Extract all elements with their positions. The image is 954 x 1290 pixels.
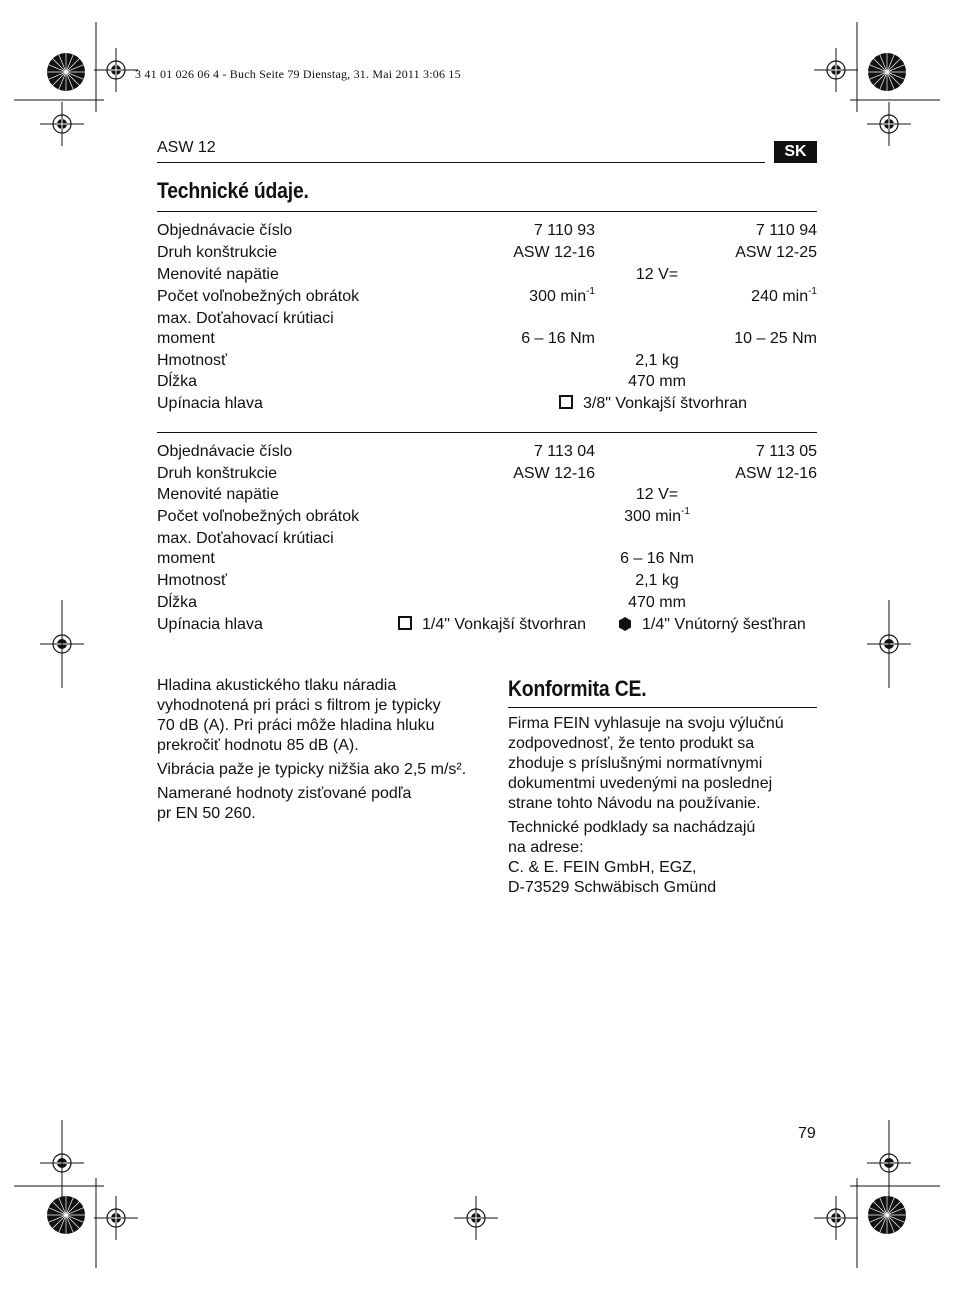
speed-label: Počet voľnobežných obrátok — [157, 288, 360, 305]
table-row — [157, 508, 817, 530]
measure-line: Namerané hodnoty zisťované podľa — [157, 785, 412, 802]
voltage-value: 12 V= — [635, 266, 679, 283]
noise-line: Hladina akustického tlaku náradia — [157, 677, 397, 694]
chuck-label: Upínacia hlava — [157, 395, 263, 412]
speed-unit-sup: -1 — [681, 506, 690, 517]
table-row — [157, 330, 817, 352]
ce-title-rule — [508, 707, 817, 708]
weight-label: Hmotnosť — [157, 572, 228, 589]
type-a: ASW 12-16 — [513, 465, 595, 482]
crosshair-icon — [94, 48, 138, 92]
weight-value: 2,1 kg — [635, 352, 679, 369]
registration-star-icon — [47, 1196, 85, 1234]
crosshair-icon — [40, 102, 84, 146]
ce-line: na adrese: — [508, 839, 584, 856]
length-label: Dĺžka — [157, 373, 198, 390]
speed-a — [529, 288, 595, 306]
speed-value-text: 300 min — [624, 508, 682, 525]
noise-info — [157, 676, 477, 824]
crosshair-icon — [94, 1196, 138, 1240]
table-row — [157, 443, 817, 465]
ce-line: zodpovednosť, že tento produkt sa — [508, 735, 755, 752]
voltage-value: 12 V= — [635, 486, 679, 503]
chuck-label: Upínacia hlava — [157, 616, 263, 633]
torque-label: max. Doťahovací krútiaci — [157, 310, 334, 327]
crosshair-icon — [867, 102, 911, 146]
torque-b: 10 – 25 Nm — [734, 330, 817, 347]
type-label: Druh konštrukcie — [157, 465, 278, 482]
tech-title-rule — [157, 211, 817, 212]
ce-line: dokumentmi uvedenými na poslednej — [508, 775, 773, 792]
print-header: 3 41 01 026 06 4 - Buch Seite 79 Dienstag, 31. Mai 2011 3:06 15 — [135, 67, 461, 81]
speed-value — [624, 508, 690, 526]
ce-line: zhoduje s príslušnými normatívnymi — [508, 755, 763, 772]
chuck-text: 3/8" Vonkajší štvorhran — [583, 395, 747, 412]
table-row — [157, 486, 817, 508]
table-row — [157, 616, 817, 638]
order-b: 7 110 94 — [755, 222, 817, 239]
weight-value: 2,1 kg — [635, 572, 679, 589]
crosshair-icon — [814, 1196, 858, 1240]
table-row — [157, 530, 817, 552]
crosshair-icon — [814, 48, 858, 92]
chuck-value — [559, 395, 747, 413]
tech-title: Technické údaje. — [157, 178, 309, 203]
type-label: Druh konštrukcie — [157, 244, 278, 261]
registration-star-icon — [868, 53, 906, 91]
registration-star-icon — [47, 53, 85, 91]
torque-label-cont: moment — [157, 330, 215, 347]
type-b: ASW 12-25 — [735, 244, 817, 261]
speed-label: Počet voľnobežných obrátok — [157, 508, 360, 525]
type-a: ASW 12-16 — [513, 244, 595, 261]
torque-value: 6 – 16 Nm — [620, 550, 694, 567]
ce-text — [508, 714, 828, 898]
hex-socket-icon — [618, 617, 632, 631]
vibration-line — [157, 760, 477, 780]
order-label: Objednávacie číslo — [157, 222, 293, 239]
lang-badge: SK — [774, 141, 817, 163]
table-row — [157, 465, 817, 487]
table-row — [157, 222, 817, 244]
ce-line: Firma FEIN vyhlasuje na svoju výlučnú — [508, 715, 784, 732]
voltage-label: Menovité napätie — [157, 266, 279, 283]
registration-star-icon — [868, 1196, 906, 1234]
crosshair-icon — [454, 1196, 498, 1240]
vibration-end: . — [461, 761, 467, 778]
order-b: 7 113 05 — [755, 443, 817, 460]
torque-a: 6 – 16 Nm — [521, 330, 595, 347]
length-value: 470 mm — [628, 594, 686, 611]
table-divider — [157, 432, 817, 433]
header-rule — [157, 162, 765, 163]
type-b: ASW 12-16 — [735, 465, 817, 482]
square-drive-icon — [559, 395, 573, 409]
table-row — [157, 572, 817, 594]
table-row — [157, 550, 817, 572]
chuck-b — [618, 616, 806, 634]
table-row — [157, 244, 817, 266]
length-label: Dĺžka — [157, 594, 198, 611]
table-row — [157, 352, 817, 374]
doc-model: ASW 12 — [157, 139, 216, 156]
square-drive-icon — [398, 616, 412, 630]
chuck-a — [398, 616, 586, 634]
vibration-text: Vibrácia paže je typicky nižšia ako 2,5 m/s² — [157, 761, 462, 778]
torque-label: max. Doťahovací krútiaci — [157, 530, 334, 547]
ce-line: C. & E. FEIN GmbH, EGZ, — [508, 859, 697, 876]
speed-unit-sup: -1 — [808, 286, 817, 297]
weight-label: Hmotnosť — [157, 352, 228, 369]
chuck-b-text: 1/4" Vnútorný šesťhran — [642, 616, 806, 633]
order-a: 7 113 04 — [533, 443, 595, 460]
table-row — [157, 266, 817, 288]
table-row — [157, 288, 817, 310]
measure-line: pr EN 50 260. — [157, 805, 256, 822]
order-label: Objednávacie číslo — [157, 443, 293, 460]
order-a: 7 110 93 — [533, 222, 595, 239]
noise-line: vyhodnotená pri práci s filtrom je typicky — [157, 697, 441, 714]
ce-title: Konformita CE. — [508, 676, 647, 701]
voltage-label: Menovité napätie — [157, 486, 279, 503]
ce-line: D-73529 Schwäbisch Gmünd — [508, 879, 717, 896]
table-row — [157, 373, 817, 395]
ce-line: Technické podklady sa nachádzajú — [508, 819, 756, 836]
torque-label-cont: moment — [157, 550, 215, 567]
speed-b-value: 240 min — [751, 288, 809, 305]
speed-a-value: 300 min — [529, 288, 587, 305]
speed-b — [751, 288, 817, 306]
chuck-a-text: 1/4" Vonkajší štvorhran — [422, 616, 586, 633]
length-value: 470 mm — [628, 373, 686, 390]
speed-unit-sup: -1 — [586, 286, 595, 297]
noise-line: prekročiť hodnotu 85 dB (A). — [157, 737, 359, 754]
table-row — [157, 594, 817, 616]
ce-line: strane tohto Návodu na používanie. — [508, 795, 761, 812]
table-row — [157, 310, 817, 332]
page-number: 79 — [798, 1125, 816, 1142]
noise-line: 70 dB (A). Pri práci môže hladina hluku — [157, 717, 435, 734]
table-row — [157, 395, 817, 417]
